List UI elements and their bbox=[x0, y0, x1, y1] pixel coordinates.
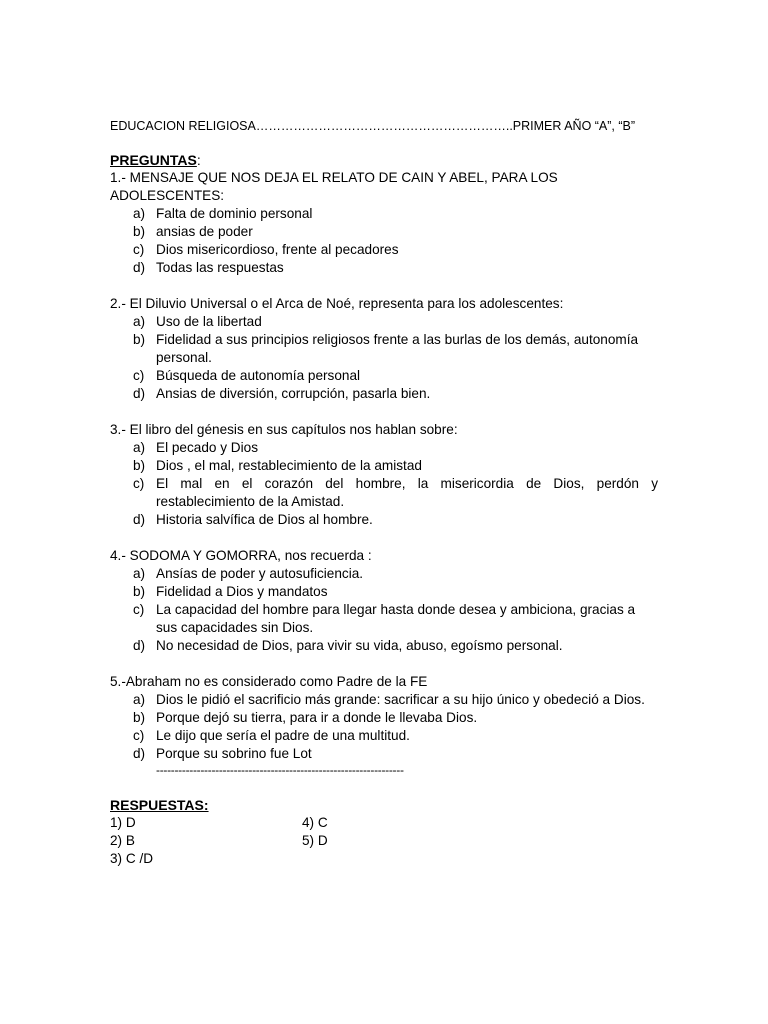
option-text: Ansías de poder y autosuficiencia. bbox=[156, 566, 364, 581]
option-letter: b) bbox=[133, 458, 146, 473]
option-letter: d) bbox=[133, 512, 146, 527]
option-letter: c) bbox=[133, 476, 145, 491]
question-text: 5.-Abraham no es considerado como Padre de la FE bbox=[110, 674, 428, 689]
option-list bbox=[110, 205, 658, 277]
question-text: 4.- SODOMA Y GOMORRA, nos recuerda : bbox=[110, 548, 372, 563]
option-text: Fidelidad a sus principios religiosos frente a las burlas de los demás, autonomía personal. bbox=[156, 332, 639, 365]
option-letter: d) bbox=[133, 746, 146, 761]
option-text: Ansias de diversión, corrupción, pasarla bien. bbox=[156, 386, 431, 401]
option-d bbox=[110, 637, 658, 655]
option-b bbox=[110, 709, 658, 727]
option-a bbox=[110, 313, 658, 331]
option-text: La capacidad del hombre para llegar hasta donde desea y ambiciona, gracias a sus capacidades sin Dios. bbox=[156, 602, 636, 635]
option-text: Falta de dominio personal bbox=[156, 206, 313, 221]
option-b bbox=[110, 223, 658, 241]
option-text: Le dijo que sería el padre de una multitud. bbox=[156, 728, 410, 743]
option-d bbox=[110, 385, 658, 403]
option-letter: d) bbox=[133, 638, 146, 653]
option-letter: a) bbox=[133, 692, 146, 707]
option-a bbox=[110, 691, 658, 709]
question-2 bbox=[110, 295, 658, 403]
option-a bbox=[110, 565, 658, 583]
option-c bbox=[110, 601, 658, 637]
option-letter: c) bbox=[133, 368, 145, 383]
option-c bbox=[110, 727, 658, 745]
option-text: El pecado y Dios bbox=[156, 440, 259, 455]
option-letter: b) bbox=[133, 710, 146, 725]
option-text: El mal en el corazón del hombre, la misericordia de Dios, perdón y restablecimiento de la Amistad. bbox=[156, 476, 658, 509]
option-letter: b) bbox=[133, 332, 146, 347]
question-3 bbox=[110, 421, 658, 529]
option-letter: c) bbox=[133, 728, 145, 743]
option-text: Dios misericordioso, frente al pecadores bbox=[156, 242, 399, 257]
option-text: No necesidad de Dios, para vivir su vida, abuso, egoísmo personal. bbox=[156, 638, 563, 653]
preguntas-colon: : bbox=[196, 152, 201, 168]
option-c bbox=[110, 367, 658, 385]
answer-5: 5) D bbox=[302, 833, 328, 848]
option-b bbox=[110, 583, 658, 601]
option-text: Porque su sobrino fue Lot bbox=[156, 746, 312, 761]
question-4 bbox=[110, 547, 658, 655]
option-text: ansias de poder bbox=[156, 224, 253, 239]
document-page bbox=[110, 118, 658, 868]
answer-1: 1) D bbox=[110, 815, 136, 830]
document-header: EDUCACION RELIGIOSA……………………………………………………..PRIMER AÑO “A”, “B” bbox=[110, 119, 636, 133]
option-letter: b) bbox=[133, 584, 146, 599]
answer-4: 4) C bbox=[302, 815, 328, 830]
option-text: Porque dejó su tierra, para ir a donde le llevaba Dios. bbox=[156, 710, 478, 725]
question-text: 3.- El libro del génesis en sus capítulos nos hablan sobre: bbox=[110, 422, 458, 437]
option-text: Búsqueda de autonomía personal bbox=[156, 368, 361, 383]
option-list bbox=[110, 565, 658, 655]
option-text: Dios le pidió el sacrificio más grande: sacrificar a su hijo único y obedeció a Dios. bbox=[156, 692, 645, 707]
separator-line: ------------------------------------------------------------------- bbox=[156, 763, 404, 777]
option-b bbox=[110, 331, 658, 367]
respuestas-title: RESPUESTAS: bbox=[110, 797, 209, 813]
option-letter: a) bbox=[133, 206, 146, 221]
answer-2: 2) B bbox=[110, 833, 135, 848]
option-letter: b) bbox=[133, 224, 146, 239]
question-text: 2.- El Diluvio Universal o el Arca de Noé, representa para los adolescentes: bbox=[110, 296, 564, 311]
question-1 bbox=[110, 169, 658, 277]
option-letter: d) bbox=[133, 386, 146, 401]
preguntas-title: PREGUNTAS bbox=[110, 152, 197, 168]
option-letter: c) bbox=[133, 242, 145, 257]
option-a bbox=[110, 439, 658, 457]
option-list bbox=[110, 439, 658, 529]
question-5 bbox=[110, 673, 658, 777]
option-list bbox=[110, 313, 658, 403]
option-letter: a) bbox=[133, 566, 146, 581]
option-text: Fidelidad a Dios y mandatos bbox=[156, 584, 328, 599]
answer-3: 3) C /D bbox=[110, 851, 154, 866]
option-text: Historia salvífica de Dios al hombre. bbox=[156, 512, 373, 527]
option-c bbox=[110, 241, 658, 259]
option-text: Uso de la libertad bbox=[156, 314, 262, 329]
option-b bbox=[110, 457, 658, 475]
answers-block bbox=[110, 814, 658, 868]
option-letter: d) bbox=[133, 260, 146, 275]
question-text: 1.- MENSAJE QUE NOS DEJA EL RELATO DE CAIN Y ABEL, PARA LOS ADOLESCENTES: bbox=[110, 170, 558, 203]
option-d bbox=[110, 511, 658, 529]
option-d bbox=[110, 745, 658, 763]
option-c bbox=[110, 475, 658, 511]
option-letter: a) bbox=[133, 314, 146, 329]
option-text: Dios , el mal, restablecimiento de la amistad bbox=[156, 458, 422, 473]
option-letter: a) bbox=[133, 440, 146, 455]
option-a bbox=[110, 205, 658, 223]
option-letter: c) bbox=[133, 602, 145, 617]
option-list bbox=[110, 691, 658, 763]
preguntas-heading bbox=[110, 152, 658, 169]
option-d bbox=[110, 259, 658, 277]
option-text: Todas las respuestas bbox=[156, 260, 284, 275]
